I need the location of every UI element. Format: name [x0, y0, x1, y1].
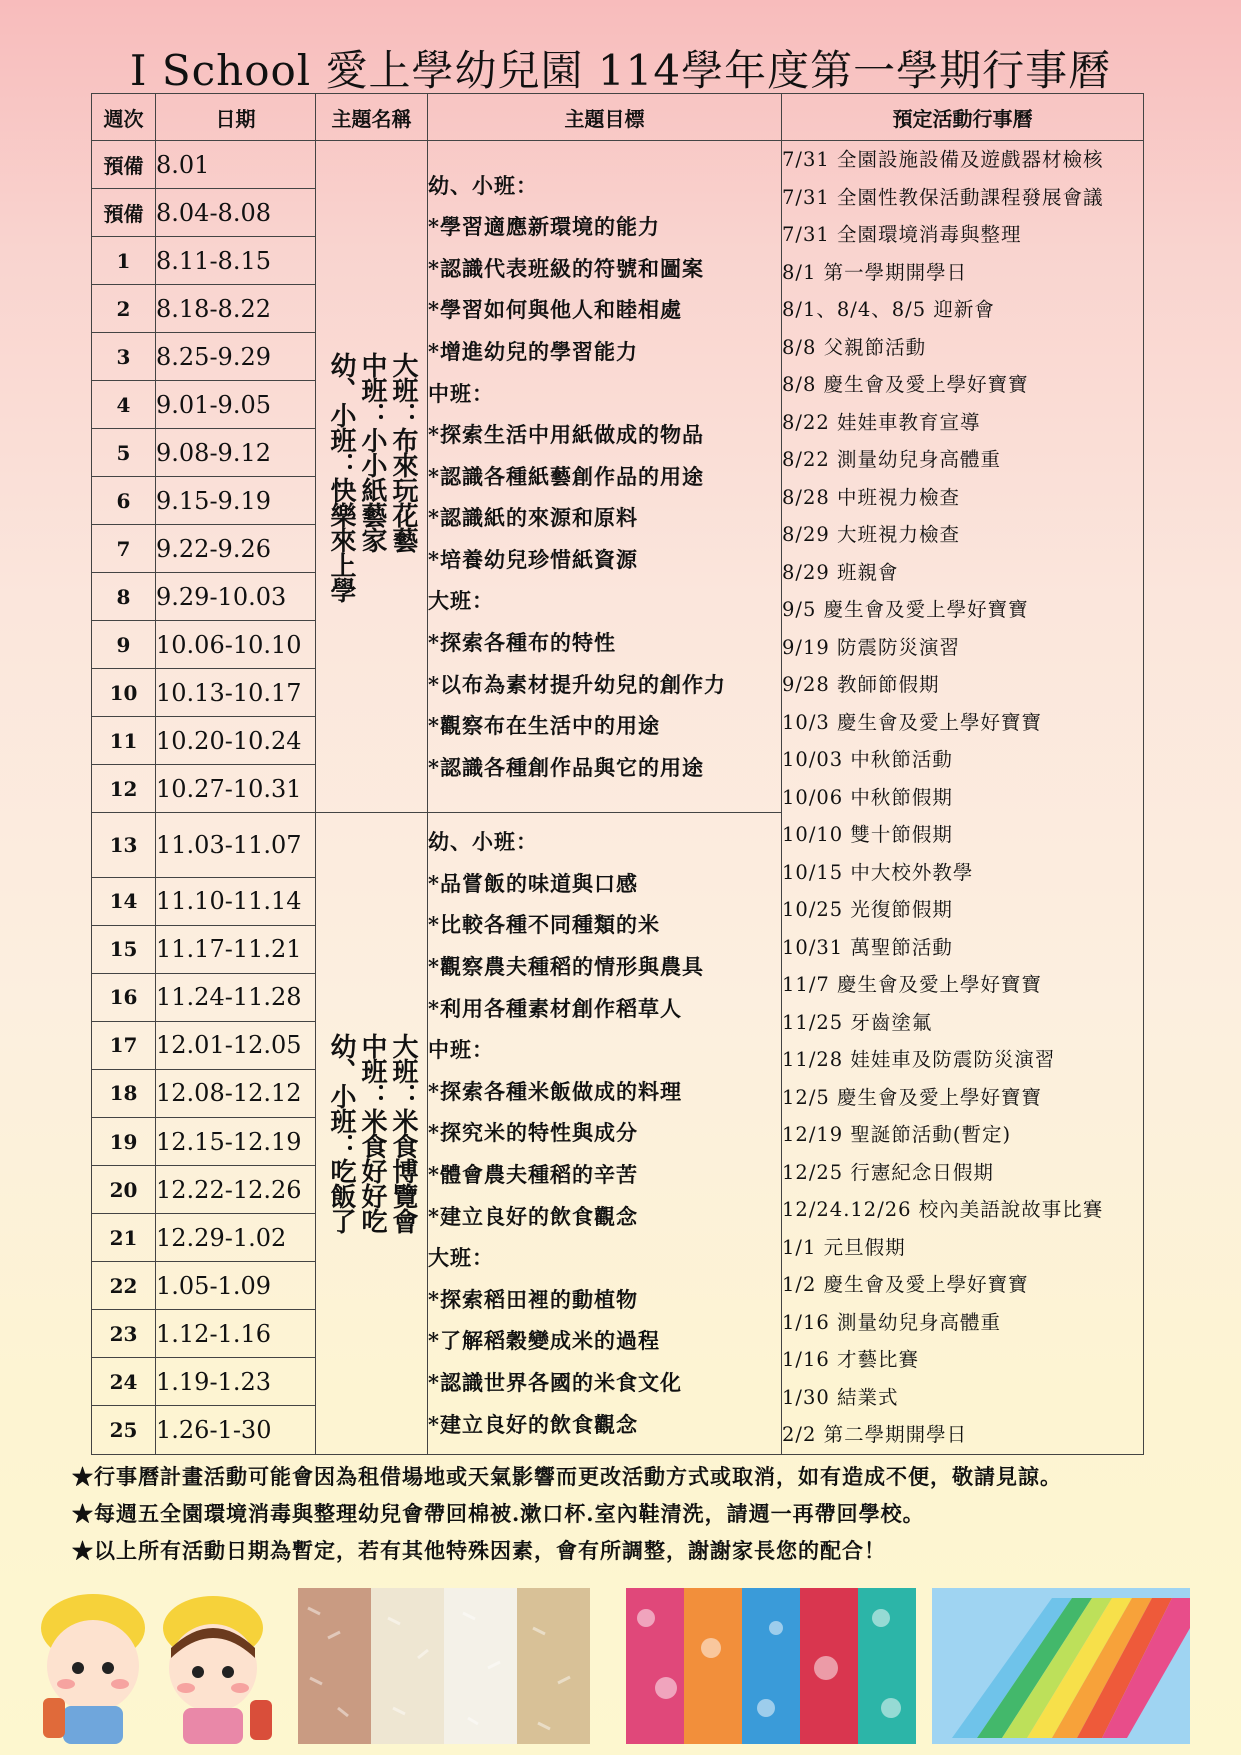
date-cell: 10.06-10.10	[156, 621, 316, 669]
goal-line: *建立良好的飲食觀念	[428, 1411, 638, 1437]
week-cell: 4	[92, 381, 156, 429]
goal-line: *觀察農夫種稻的情形與農具	[428, 954, 704, 980]
date-cell: 1.12-1.16	[156, 1310, 316, 1358]
event-item: 10/25 光復節假期	[782, 898, 953, 921]
calendar-table	[91, 93, 1144, 1455]
week-cell: 8	[92, 573, 156, 621]
week-cell: 1	[92, 237, 156, 285]
event-item: 12/25 行憲紀念日假期	[782, 1160, 994, 1184]
event-item: 12/5 慶生會及愛上學好寶寶	[782, 1085, 1042, 1109]
event-item: 8/28 中班視力檢查	[782, 485, 960, 509]
event-item: 9/19 防震防災演習	[782, 635, 960, 659]
week-cell: 17	[92, 1021, 156, 1069]
event-item: 8/1 第一學期開學日	[782, 260, 968, 284]
goal-line: 大班：	[428, 588, 494, 614]
theme-name: 幼、小班：快樂來上學	[326, 351, 356, 602]
date-cell: 12.01-12.05	[156, 1021, 316, 1069]
goal-line: *認識各種創作品與它的用途	[428, 754, 704, 780]
goal-line: *比較各種不同種類的米	[428, 912, 660, 938]
goal-line: *探索各種布的特性	[428, 630, 616, 656]
week-cell: 11	[92, 717, 156, 765]
note: ★行事曆計畫活動可能會因為租借場地或天氣影響而更改活動方式或取消，如有造成不便，敬請見諒。	[72, 1464, 1062, 1489]
week-cell: 預備	[92, 189, 156, 237]
week-cell: 14	[92, 877, 156, 925]
header-events: 預定活動行事曆	[782, 94, 1144, 141]
goals-cell	[428, 813, 782, 1455]
event-item: 8/22 測量幼兒身高體重	[782, 448, 1001, 471]
event-item: 7/31 全園設施設備及遊戲器材檢核	[782, 148, 1104, 171]
week-cell: 24	[92, 1358, 156, 1406]
goal-line: *探索生活中用紙做成的物品	[428, 422, 704, 448]
event-item: 10/06 中秋節假期	[782, 785, 953, 809]
date-cell: 9.08-9.12	[156, 429, 316, 477]
event-item: 10/15 中大校外教學	[782, 860, 974, 884]
week-cell: 19	[92, 1117, 156, 1165]
week-cell: 5	[92, 429, 156, 477]
header-goals: 主題目標	[428, 94, 782, 141]
theme-name: 大班：米食博覽會	[388, 1033, 418, 1234]
date-cell: 1.26-1-30	[156, 1406, 316, 1454]
event-item: 2/2 第二學期開學日	[782, 1423, 968, 1446]
goal-line: *增進幼兒的學習能力	[428, 338, 638, 364]
header-date: 日期	[156, 94, 316, 141]
date-cell: 11.10-11.14	[156, 877, 316, 925]
date-cell: 8.18-8.22	[156, 285, 316, 333]
goal-line: *學習如何與他人和睦相處	[428, 297, 682, 323]
rice-grains-photo	[298, 1588, 590, 1744]
colored-paper-photo	[932, 1588, 1190, 1744]
goal-line: *品嘗飯的味道與口感	[428, 870, 638, 896]
notes	[72, 1458, 1062, 1569]
goal-line: *認識代表班級的符號和圖案	[428, 255, 704, 281]
events-cell	[782, 141, 1144, 1455]
week-cell: 16	[92, 973, 156, 1021]
theme-name: 幼、小班：吃飯了	[326, 1033, 356, 1234]
theme-cell	[316, 813, 428, 1455]
week-cell: 3	[92, 333, 156, 381]
goal-line: *學習適應新環境的能力	[428, 214, 660, 240]
event-item: 9/5 慶生會及愛上學好寶寶	[782, 598, 1029, 621]
date-cell: 9.15-9.19	[156, 477, 316, 525]
event-item: 9/28 教師節假期	[782, 673, 940, 696]
date-cell: 8.04-8.08	[156, 189, 316, 237]
event-item: 11/28 娃娃車及防震防災演習	[782, 1048, 1056, 1071]
date-cell: 10.27-10.31	[156, 765, 316, 813]
goal-line: *探索各種米飯做成的料理	[428, 1078, 682, 1104]
date-cell: 1.05-1.09	[156, 1262, 316, 1310]
header-theme: 主題名稱	[316, 94, 428, 141]
event-item: 8/29 大班視力檢查	[782, 523, 960, 546]
event-item: 11/25 牙齒塗氟	[782, 1010, 933, 1034]
event-item: 8/8 父親節活動	[782, 335, 927, 359]
event-item: 12/24.12/26 校內美語說故事比賽	[782, 1198, 1104, 1221]
event-item: 11/7 慶生會及愛上學好寶寶	[782, 973, 1042, 996]
goal-line: 幼、小班：	[428, 172, 538, 198]
goal-line: *探索稻田裡的動植物	[428, 1286, 638, 1312]
page-title: I School 愛上學幼兒園 114學年度第一學期行事曆	[129, 46, 1112, 95]
goals-cell	[428, 141, 782, 813]
footer-images	[0, 1572, 1241, 1755]
goal-line: 中班：	[428, 1037, 494, 1063]
week-cell: 15	[92, 925, 156, 973]
event-item: 8/1、8/4、8/5 迎新會	[782, 298, 995, 321]
date-cell: 9.29-10.03	[156, 573, 316, 621]
event-item: 10/10 雙十節假期	[782, 823, 953, 846]
week-cell: 9	[92, 621, 156, 669]
week-cell: 21	[92, 1214, 156, 1262]
date-cell: 11.17-11.21	[156, 925, 316, 973]
goal-line: *認識各種紙藝創作品的用途	[428, 463, 704, 489]
goal-line: 中班：	[428, 380, 494, 406]
event-item: 8/8 慶生會及愛上學好寶寶	[782, 373, 1029, 396]
goal-line: *以布為素材提升幼兒的創作力	[428, 671, 726, 697]
week-cell: 10	[92, 669, 156, 717]
date-cell: 12.22-12.26	[156, 1166, 316, 1214]
goal-line: 大班：	[428, 1245, 494, 1271]
goal-line: *培養幼兒珍惜紙資源	[428, 546, 638, 572]
fabric-photo	[626, 1588, 916, 1744]
week-cell: 7	[92, 525, 156, 573]
goal-line: *了解稻穀變成米的過程	[428, 1328, 660, 1354]
date-cell: 9.22-9.26	[156, 525, 316, 573]
week-cell: 25	[92, 1406, 156, 1454]
event-item: 7/31 全園性教保活動課程發展會議	[782, 185, 1104, 209]
event-item: 1/30 結業式	[782, 1385, 899, 1409]
goal-line: *觀察布在生活中的用途	[428, 713, 660, 739]
date-cell: 1.19-1.23	[156, 1358, 316, 1406]
date-cell: 12.29-1.02	[156, 1214, 316, 1262]
week-cell: 預備	[92, 141, 156, 189]
week-cell: 23	[92, 1310, 156, 1358]
event-item: 10/03 中秋節活動	[782, 748, 953, 771]
date-cell: 11.24-11.28	[156, 973, 316, 1021]
goal-line: *建立良好的飲食觀念	[428, 1203, 638, 1229]
event-item: 1/2 慶生會及愛上學好寶寶	[782, 1273, 1029, 1296]
event-item: 1/16 測量幼兒身高體重	[782, 1310, 1001, 1334]
date-cell: 9.01-9.05	[156, 381, 316, 429]
goal-line: *認識世界各國的米食文化	[428, 1370, 682, 1396]
event-item: 12/19 聖誕節活動(暫定)	[782, 1123, 1012, 1146]
week-cell: 6	[92, 477, 156, 525]
week-cell: 18	[92, 1069, 156, 1117]
date-cell: 11.03-11.07	[156, 813, 316, 878]
theme-name: 中班：小小紙藝家	[357, 351, 387, 552]
theme-name: 中班：米食好好吃	[357, 1033, 387, 1234]
date-cell: 8.01	[156, 141, 316, 189]
week-cell: 12	[92, 765, 156, 813]
event-item: 8/29 班親會	[782, 560, 899, 584]
date-cell: 8.11-8.15	[156, 237, 316, 285]
goal-line: 幼、小班：	[428, 829, 538, 855]
table-row	[92, 141, 1144, 189]
event-item: 7/31 全園環境消毒與整理	[782, 223, 1022, 246]
goal-line: *認識紙的來源和原料	[428, 505, 638, 531]
goal-line: *利用各種素材創作稻草人	[428, 995, 682, 1021]
date-cell: 10.13-10.17	[156, 669, 316, 717]
date-cell: 10.20-10.24	[156, 717, 316, 765]
theme-cell	[316, 141, 428, 813]
event-item: 8/22 娃娃車教育宣導	[782, 410, 981, 434]
event-item: 1/16 才藝比賽	[782, 1348, 919, 1371]
children-cartoon-illustration	[28, 1588, 288, 1744]
week-cell: 22	[92, 1262, 156, 1310]
goal-line: *體會農夫種稻的辛苦	[428, 1162, 638, 1188]
week-cell: 20	[92, 1166, 156, 1214]
event-item: 1/1 元旦假期	[782, 1235, 906, 1259]
date-cell: 12.08-12.12	[156, 1069, 316, 1117]
week-cell: 13	[92, 813, 156, 878]
event-item: 10/3 慶生會及愛上學好寶寶	[782, 710, 1042, 734]
event-item: 10/31 萬聖節活動	[782, 935, 953, 959]
note: ★每週五全園環境消毒與整理幼兒會帶回棉被.漱口杯.室內鞋清洗，請週一再帶回學校。	[72, 1501, 925, 1526]
note: ★以上所有活動日期為暫定，若有其他特殊因素，會有所調整，謝謝家長您的配合！	[72, 1538, 886, 1563]
date-cell: 8.25-9.29	[156, 333, 316, 381]
date-cell: 12.15-12.19	[156, 1117, 316, 1165]
week-cell: 2	[92, 285, 156, 333]
theme-name: 大班：布來玩花藝	[388, 351, 418, 552]
goal-line: *探究米的特性與成分	[428, 1120, 638, 1146]
header-week: 週次	[92, 94, 156, 141]
